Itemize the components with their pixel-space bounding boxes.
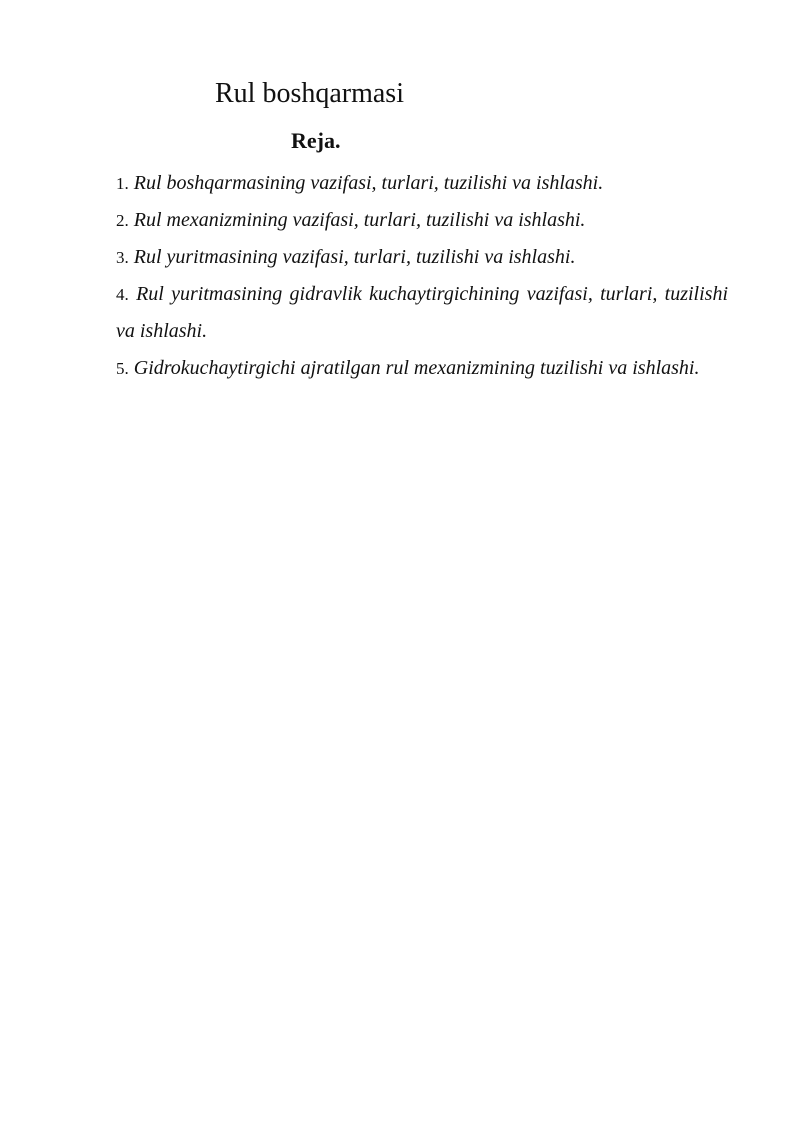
document-title: Rul boshqarmasi <box>215 78 404 109</box>
plan-item-2 <box>116 202 728 239</box>
plan-item-text: Gidrokuchaytirgichi ajratilgan rul mexanizmining tuzilishi va ishlashi. <box>133 357 700 379</box>
plan-item-1 <box>116 165 728 202</box>
plan-list <box>116 165 728 387</box>
plan-item-text: Rul yuritmasining gidravlik kuchaytirgichining vazifasi, turlari, tuzilishi va ishlashi. <box>116 283 729 342</box>
plan-item-3 <box>116 239 728 276</box>
plan-item-4 <box>116 276 728 350</box>
plan-item-text: Rul yuritmasining vazifasi, turlari, tuzilishi va ishlashi. <box>133 246 576 268</box>
plan-item-number: 4. <box>116 285 129 304</box>
plan-item-number: 2. <box>116 211 129 230</box>
plan-item-number: 5. <box>116 359 129 378</box>
plan-item-text: Rul mexanizmining vazifasi, turlari, tuzilishi va ishlashi. <box>133 209 586 231</box>
plan-item-text: Rul boshqarmasining vazifasi, turlari, tuzilishi va ishlashi. <box>133 172 604 194</box>
plan-item-number: 1. <box>116 174 129 193</box>
plan-heading: Reja. <box>291 128 341 153</box>
plan-item-number: 3. <box>116 248 129 267</box>
plan-item-5 <box>116 350 728 387</box>
